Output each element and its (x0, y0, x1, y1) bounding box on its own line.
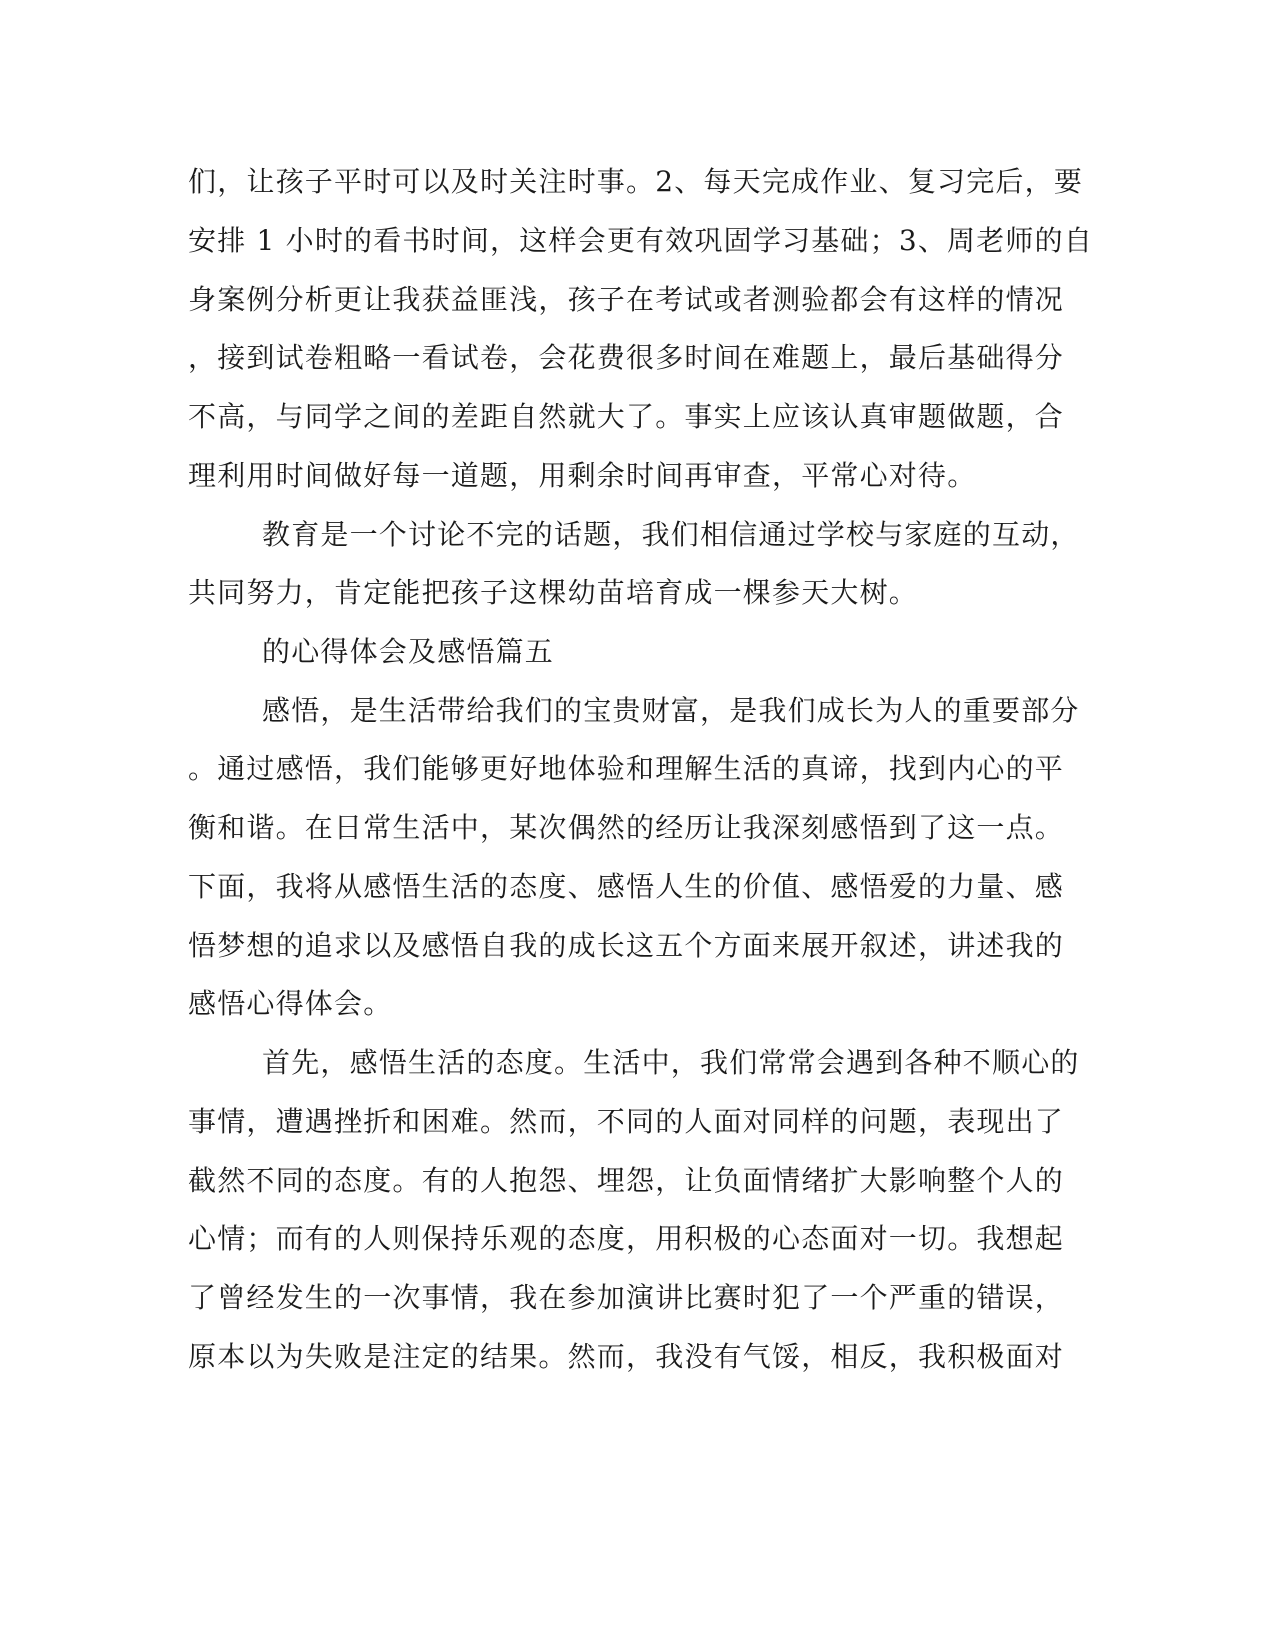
text-line: 了曾经发生的一次事情，我在参加演讲比赛时犯了一个严重的错误， (188, 1281, 1065, 1314)
text-line: 下面，我将从感悟生活的态度、感悟人生的价值、感悟爱的力量、感 (188, 870, 1065, 903)
text-line: 安排 1 小时的看书时间，这样会更有效巩固学习基础；3、周老师的自 (188, 224, 1094, 257)
text-line: 。通过感悟，我们能够更好地体验和理解生活的真谛，找到内心的平 (188, 752, 1065, 785)
section-heading: 的心得体会及感悟篇五 (262, 635, 555, 668)
paragraph-first-line: 感悟，是生活带给我们的宝贵财富，是我们成长为人的重要部分 (262, 694, 1080, 727)
text-line: 衡和谐。在日常生活中，某次偶然的经历让我深刻感悟到了这一点。 (188, 811, 1065, 844)
text-line: ，接到试卷粗略一看试卷，会花费很多时间在难题上，最后基础得分 (188, 341, 1065, 374)
text-line: 共同努力，肯定能把孩子这棵幼苗培育成一棵参天大树。 (188, 576, 919, 609)
text-line: 事情，遭遇挫折和困难。然而，不同的人面对同样的问题，表现出了 (188, 1105, 1065, 1138)
text-line: 感悟心得体会。 (188, 987, 393, 1020)
paragraph-first-line: 首先，感悟生活的态度。生活中，我们常常会遇到各种不顺心的 (262, 1046, 1080, 1079)
paragraph-first-line: 教育是一个讨论不完的话题，我们相信通过学校与家庭的互动， (262, 518, 1080, 551)
text-line: 不高，与同学之间的差距自然就大了。事实上应该认真审题做题，合 (188, 400, 1065, 433)
text-line: 截然不同的态度。有的人抱怨、埋怨，让负面情绪扩大影响整个人的 (188, 1164, 1065, 1197)
text-line: 原本以为失败是注定的结果。然而，我没有气馁，相反，我积极面对 (188, 1340, 1065, 1373)
text-line: 理利用时间做好每一道题，用剩余时间再审查，平常心对待。 (188, 459, 977, 492)
text-line: 心情；而有的人则保持乐观的态度，用积极的心态面对一切。我想起 (188, 1222, 1065, 1255)
text-line: 身案例分析更让我获益匪浅，孩子在考试或者测验都会有这样的情况 (188, 283, 1065, 316)
text-line: 悟梦想的追求以及感悟自我的成长这五个方面来展开叙述，讲述我的 (188, 929, 1065, 962)
text-line: 们，让孩子平时可以及时关注时事。2、每天完成作业、复习完后，要 (188, 165, 1084, 198)
